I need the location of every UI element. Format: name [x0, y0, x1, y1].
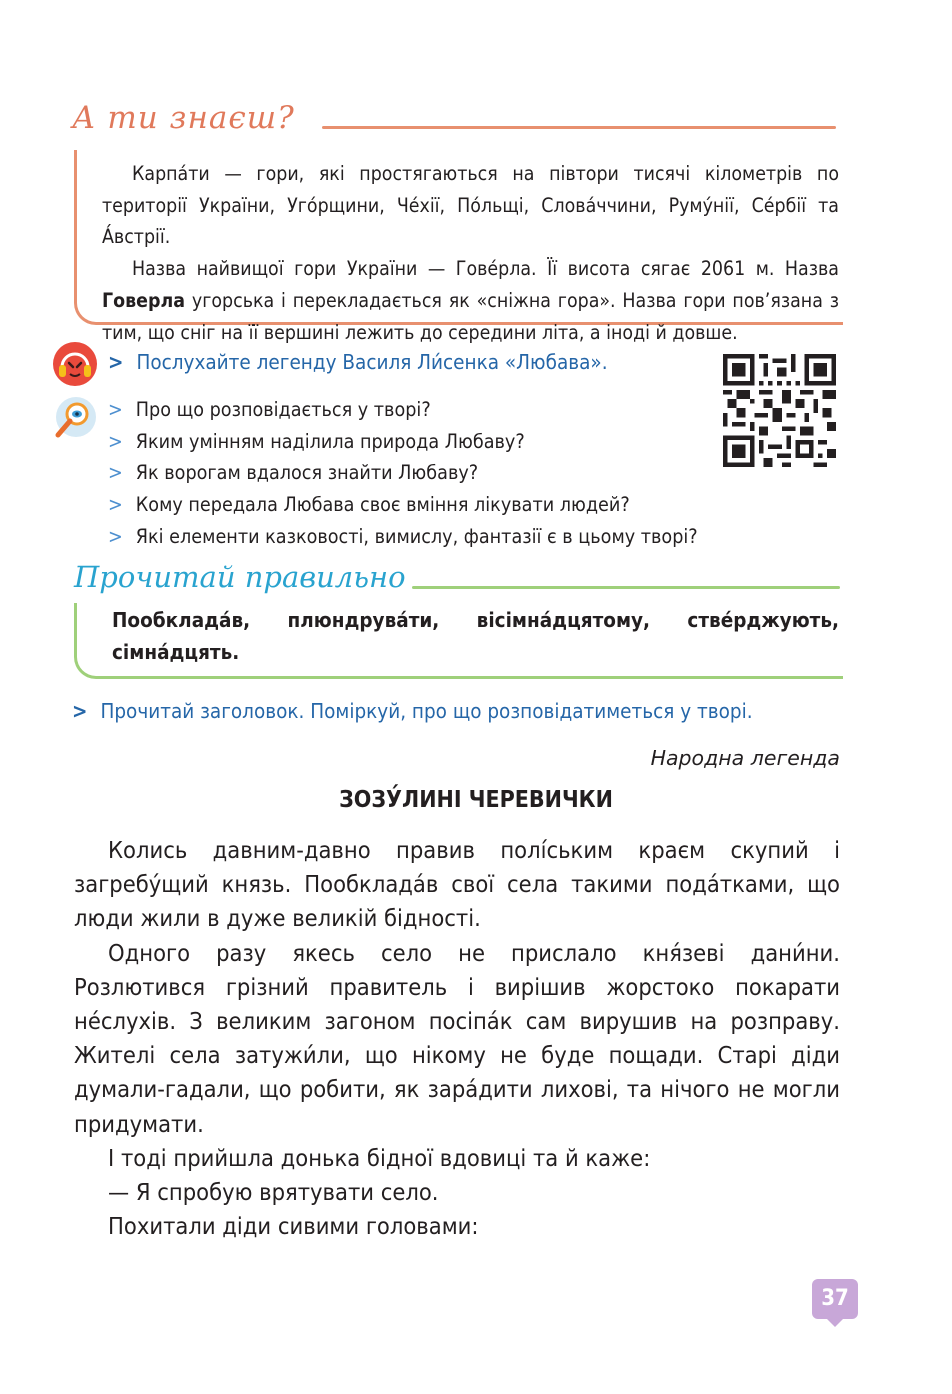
did-you-know-paragraph-2 [102, 253, 839, 348]
question-text: Кому передала Любава своє вміння лікувати людей? [135, 493, 630, 517]
list-item [108, 394, 698, 426]
chevron-right-icon: > [108, 350, 124, 374]
did-you-know-title: А ти знаєш? [72, 100, 295, 136]
text-part: Назва найвищої гори України — Гове́рла. Її висота сягає 2061 м. Назва [132, 257, 839, 281]
chevron-right-icon: > [108, 461, 123, 485]
genre-label: Народна легенда [650, 746, 840, 770]
question-text: Як ворогам вдалося знайти Любаву? [135, 461, 479, 485]
story-paragraph: — Я спробую врятувати село. [108, 1178, 439, 1207]
chevron-right-icon: > [108, 398, 123, 421]
did-you-know-paragraph-1: Карпа́ти — гори, які простягаються на півтори тисячі кілометрів по території України, Уго́рщини, Че́хії, По́льщі, Слова́ччини, Руму́нії, Се́рбії та А́встрії. [102, 162, 839, 249]
chevron-right-icon: > [72, 699, 88, 723]
read-correctly-words: Пообклада́в, плюндрува́ти, вісімна́дцятому, стве́рджують, сімна́дцять. [112, 608, 839, 664]
list-item [108, 489, 698, 521]
story-text [74, 833, 840, 1243]
magnifier-icon [50, 395, 98, 443]
did-you-know-text [102, 158, 839, 348]
question-list [108, 394, 698, 553]
list-item [108, 521, 698, 553]
chevron-right-icon: > [108, 429, 123, 453]
story-paragraph: Похитали діди сивими головами: [108, 1212, 479, 1241]
story-paragraph: Колись давним-давно правив полі́ським краєм скупий і загребу́щий князь. Пообклада́в свої села такими пода́тками, що люди жили в дуже великій бідності. [74, 836, 840, 933]
text-part: угорська і перекладається як «сніжна гора». Назва гори пов’язана з тим, що сніг на її вершині лежить до середини літа, а іноді й довше. [102, 288, 839, 344]
reading-task [72, 699, 753, 723]
reading-task-text: Прочитай заголовок. Поміркуй, про що розповідатиметься у творі. [100, 699, 753, 723]
chevron-right-icon: > [108, 524, 123, 548]
story-paragraph: Одного разу якесь село не прислало кня́зеві дани́ни. Розлютився грізний правитель і вирішив жорстоко покарати не́слухів. З великим загоном посіпа́к сам вирушив на розправу. Жителі села затужи́ли, що нікому не буде пощади. Старі діди думали-гадали, що робити, як зара́дити лихові, та нічого не могли придумати. [74, 938, 840, 1138]
read-correctly-divider [412, 586, 840, 589]
read-correctly-title: Прочитай правильно [74, 560, 406, 594]
chevron-right-icon: > [108, 493, 123, 517]
list-item [108, 457, 698, 489]
bold-term: Говерла [102, 288, 186, 312]
listening-task-text: Послухайте легенду Василя Ли́сенка «Любава». [136, 350, 608, 374]
list-item [108, 426, 698, 458]
story-paragraph: І тоді прийшла донька бідної вдовиці та й каже: [108, 1143, 651, 1172]
question-text: Про що розповідається у творі? [135, 398, 431, 421]
question-text: Яким умінням наділила природа Любаву? [135, 429, 525, 453]
page-number-tail [826, 1318, 844, 1327]
did-you-know-divider [322, 126, 836, 129]
listening-task [108, 350, 608, 374]
question-text: Які елементи казковості, вимислу, фантазії є в цьому творі? [135, 524, 698, 548]
headphones-icon[interactable] [52, 341, 98, 387]
page-number: 37 [812, 1279, 858, 1319]
qr-code-icon[interactable] [723, 354, 836, 467]
story-title: ЗОЗУ́ЛИНІ ЧЕРЕВИЧКИ [339, 787, 613, 813]
